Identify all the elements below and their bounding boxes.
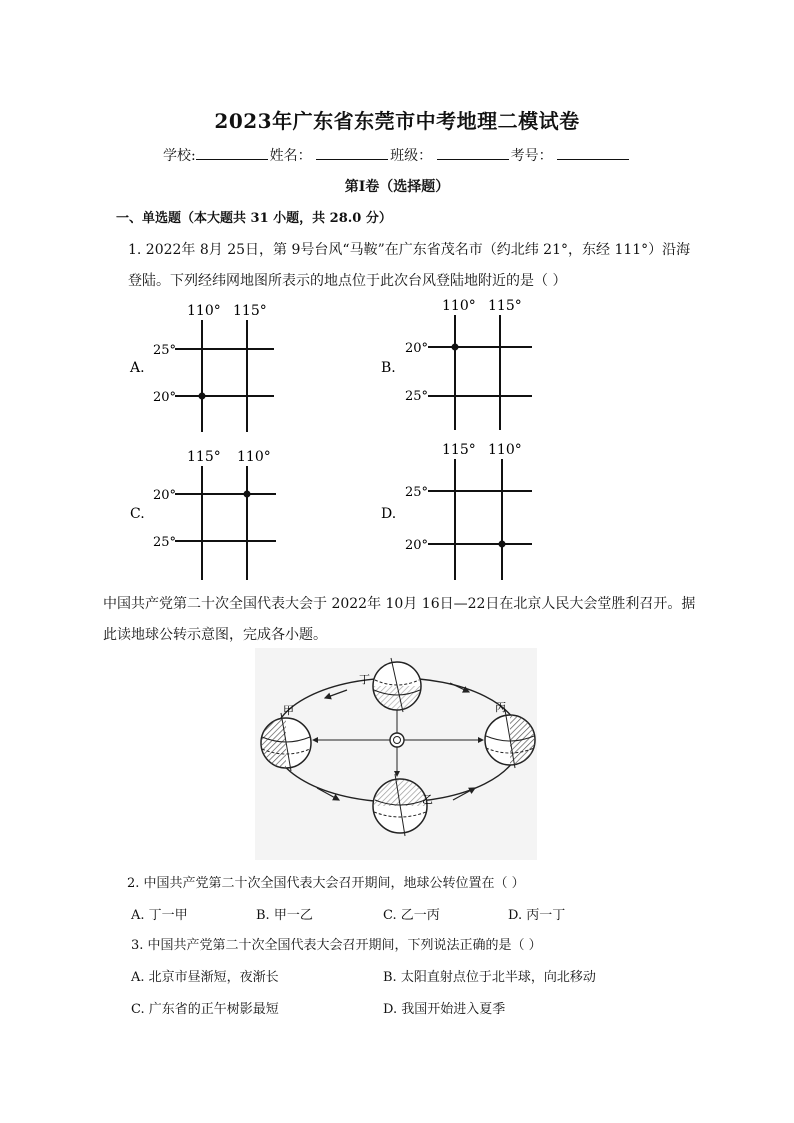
map-a-side-label-2: 20° [153,390,177,405]
grid-maps-figure [0,290,794,590]
map-b-side-label-2: 25° [405,389,429,404]
map-c-top-label-1: 115° [187,449,221,465]
map-a-top-label-1: 110° [187,303,221,319]
student-info-line [0,145,794,165]
question-2-option-c[interactable]: C. 乙一丙 [383,908,440,923]
orbit-label-yi: 乙 [422,793,433,806]
map-c-side-label-2: 25° [153,535,177,550]
grid-map-a [129,303,274,432]
question-3-option-c[interactable]: C. 广东省的正午树影最短 [131,1002,279,1017]
question-1-stem-line2: 登陆。下列经纬网地图所表示的地点位于此次台风登陆地附近的是（ ） [128,273,567,289]
question-3-option-a[interactable]: A. 北京市昼渐短，夜渐长 [131,970,279,985]
orbit-label-bing: 丙 [495,701,506,714]
school-label: 学校: [162,148,196,164]
map-d-side-label-1: 25° [405,485,429,500]
map-a-top-label-2: 115° [233,303,267,319]
sun-icon [390,733,404,747]
map-c-location-dot [244,491,251,498]
question-2-option-b[interactable]: B. 甲一乙 [256,908,313,923]
map-d-side-label-2: 20° [405,538,429,553]
page-title: 2023年广东省东莞市中考地理二模试卷 [214,109,580,133]
question-1-stem-line1: 1. 2022年 8月 25日，第 9号台风“马鞍”在广东省茂名市（约北纬 21°，东经 111°）沿海 [128,242,691,258]
passage-line2: 此读地球公转示意图，完成各小题。 [103,627,327,643]
section-heading: 一、单选题（本大题共 31 小题，共 28.0 分） [116,211,392,226]
map-b-letter: B. [381,360,396,376]
name-label: 姓名： [269,148,312,164]
exam-no-blank [557,147,629,160]
volume-heading: 第Ⅰ卷（选择题） [344,179,450,195]
map-a-location-dot [199,393,206,400]
question-3-stem: 3. 中国共产党第二十次全国代表大会召开期间，下列说法正确的是（ ） [131,938,542,953]
name-blank [316,147,388,160]
map-b-side-label-1: 20° [405,341,429,356]
question-2-option-d[interactable]: D. 丙一丁 [508,908,566,923]
map-a-side-label-1: 25° [153,343,177,358]
map-c-top-label-2: 110° [237,449,271,465]
map-b-location-dot [452,344,459,351]
grid-map-b [381,298,532,430]
map-a-letter: A. [130,360,145,376]
question-2-option-a[interactable]: A. 丁一甲 [131,908,188,923]
map-d-location-dot [499,541,506,548]
school-blank [196,147,268,160]
grid-map-c [130,449,276,580]
earth-orbit-diagram [255,648,537,860]
orbit-label-ding: 丁 [359,673,370,686]
grid-map-d [381,442,532,580]
question-3-option-d[interactable]: D. 我国开始进入夏季 [383,1002,506,1017]
map-b-top-label-1: 110° [442,298,476,314]
map-d-top-label-2: 110° [488,442,522,458]
question-2-stem: 2. 中国共产党第二十次全国代表大会召开期间，地球公转位置在（ ） [127,876,525,891]
map-c-letter: C. [130,506,145,522]
orbit-label-jia: 甲 [283,704,294,717]
map-b-top-label-2: 115° [488,298,522,314]
map-d-top-label-1: 115° [442,442,476,458]
passage-line1: 中国共产党第二十次全国代表大会于 2022年 10月 16日—22日在北京人民大会堂胜利召开。据 [103,596,696,612]
exam-no-label: 考号： [510,148,553,164]
map-d-letter: D. [381,506,397,522]
class-label: 班级： [390,148,433,164]
map-c-side-label-1: 20° [153,488,177,503]
question-3-option-b[interactable]: B. 太阳直射点位于北半球，向北移动 [383,970,596,985]
class-blank [437,147,509,160]
